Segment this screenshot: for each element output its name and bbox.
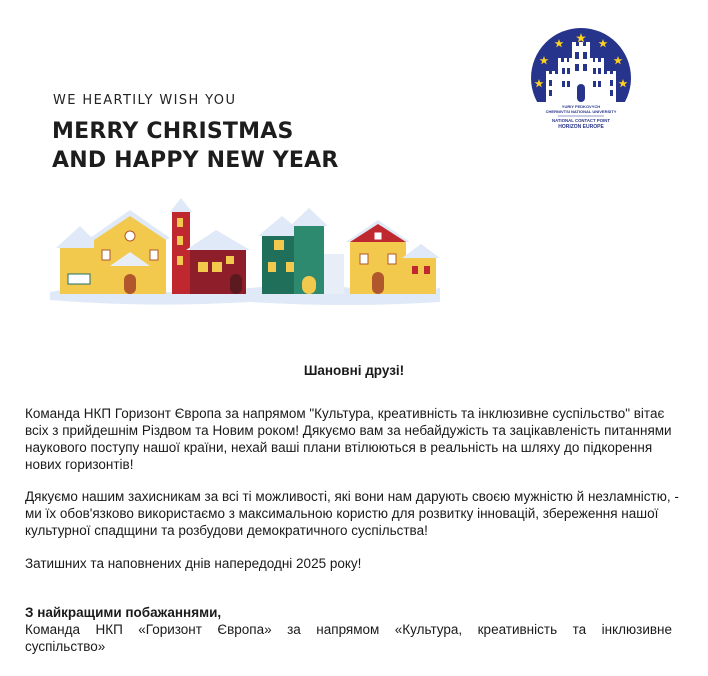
card-headline [52, 117, 339, 175]
house-icon [258, 208, 344, 294]
logo-line-3: NATIONAL CONTACT POINT [551, 118, 611, 123]
headline-line-1: MERRY CHRISTMAS [52, 119, 294, 144]
letter-paragraph: Затишних та наповнених днів напередодні 2025 року! [25, 556, 362, 571]
logo-line-1: YURIY FEDKOVYCH [561, 104, 601, 109]
house-icon [56, 210, 170, 294]
house-icon [346, 220, 440, 294]
letter-signoff [25, 604, 672, 655]
logo-line-2: CHERNIVTSI NATIONAL UNIVERSITY [545, 109, 617, 114]
letter-paragraph: Дякуємо нашим захисникам за всі ті можливості, які вони нам дарують своєю мужністю й незламністю, - ми їх обов'язково використаємо з максимальною користю для розвитку інновацій, збереження нашої культурної спадщини та розбудови демократичного суспільства! [25, 489, 679, 538]
logo-line-4: HORIZON EUROPE [558, 124, 604, 130]
house-icon [170, 198, 250, 294]
horizon-europe-logo [528, 28, 634, 140]
letter-greeting: Шановні друзі! [303, 363, 405, 378]
christmas-village-illustration [50, 196, 440, 306]
headline-line-2: AND HAPPY NEW YEAR [52, 148, 339, 173]
wish-line: WE HEARTILY WISH YOU [53, 93, 237, 108]
signoff-closing: З найкращими побажаннями, [25, 605, 222, 620]
letter-paragraph: Команда НКП Горизонт Європа за напрямом "Культура, креативність та інклюзивне суспільство" вітає всіх з прийдешнім Різдвом та Новим роком! Дякуємо вам за небайдужість та зацікавленість питаннями наукового поступу нашої країни, нехай ваші плани втілюються в реальність на шляху до підкорення нових горизонтів! [25, 406, 672, 472]
signoff-team: Команда НКП «Горизонт Європа» за напрямом «Культура, креативність та інклюзивне суспільство» [25, 622, 672, 654]
